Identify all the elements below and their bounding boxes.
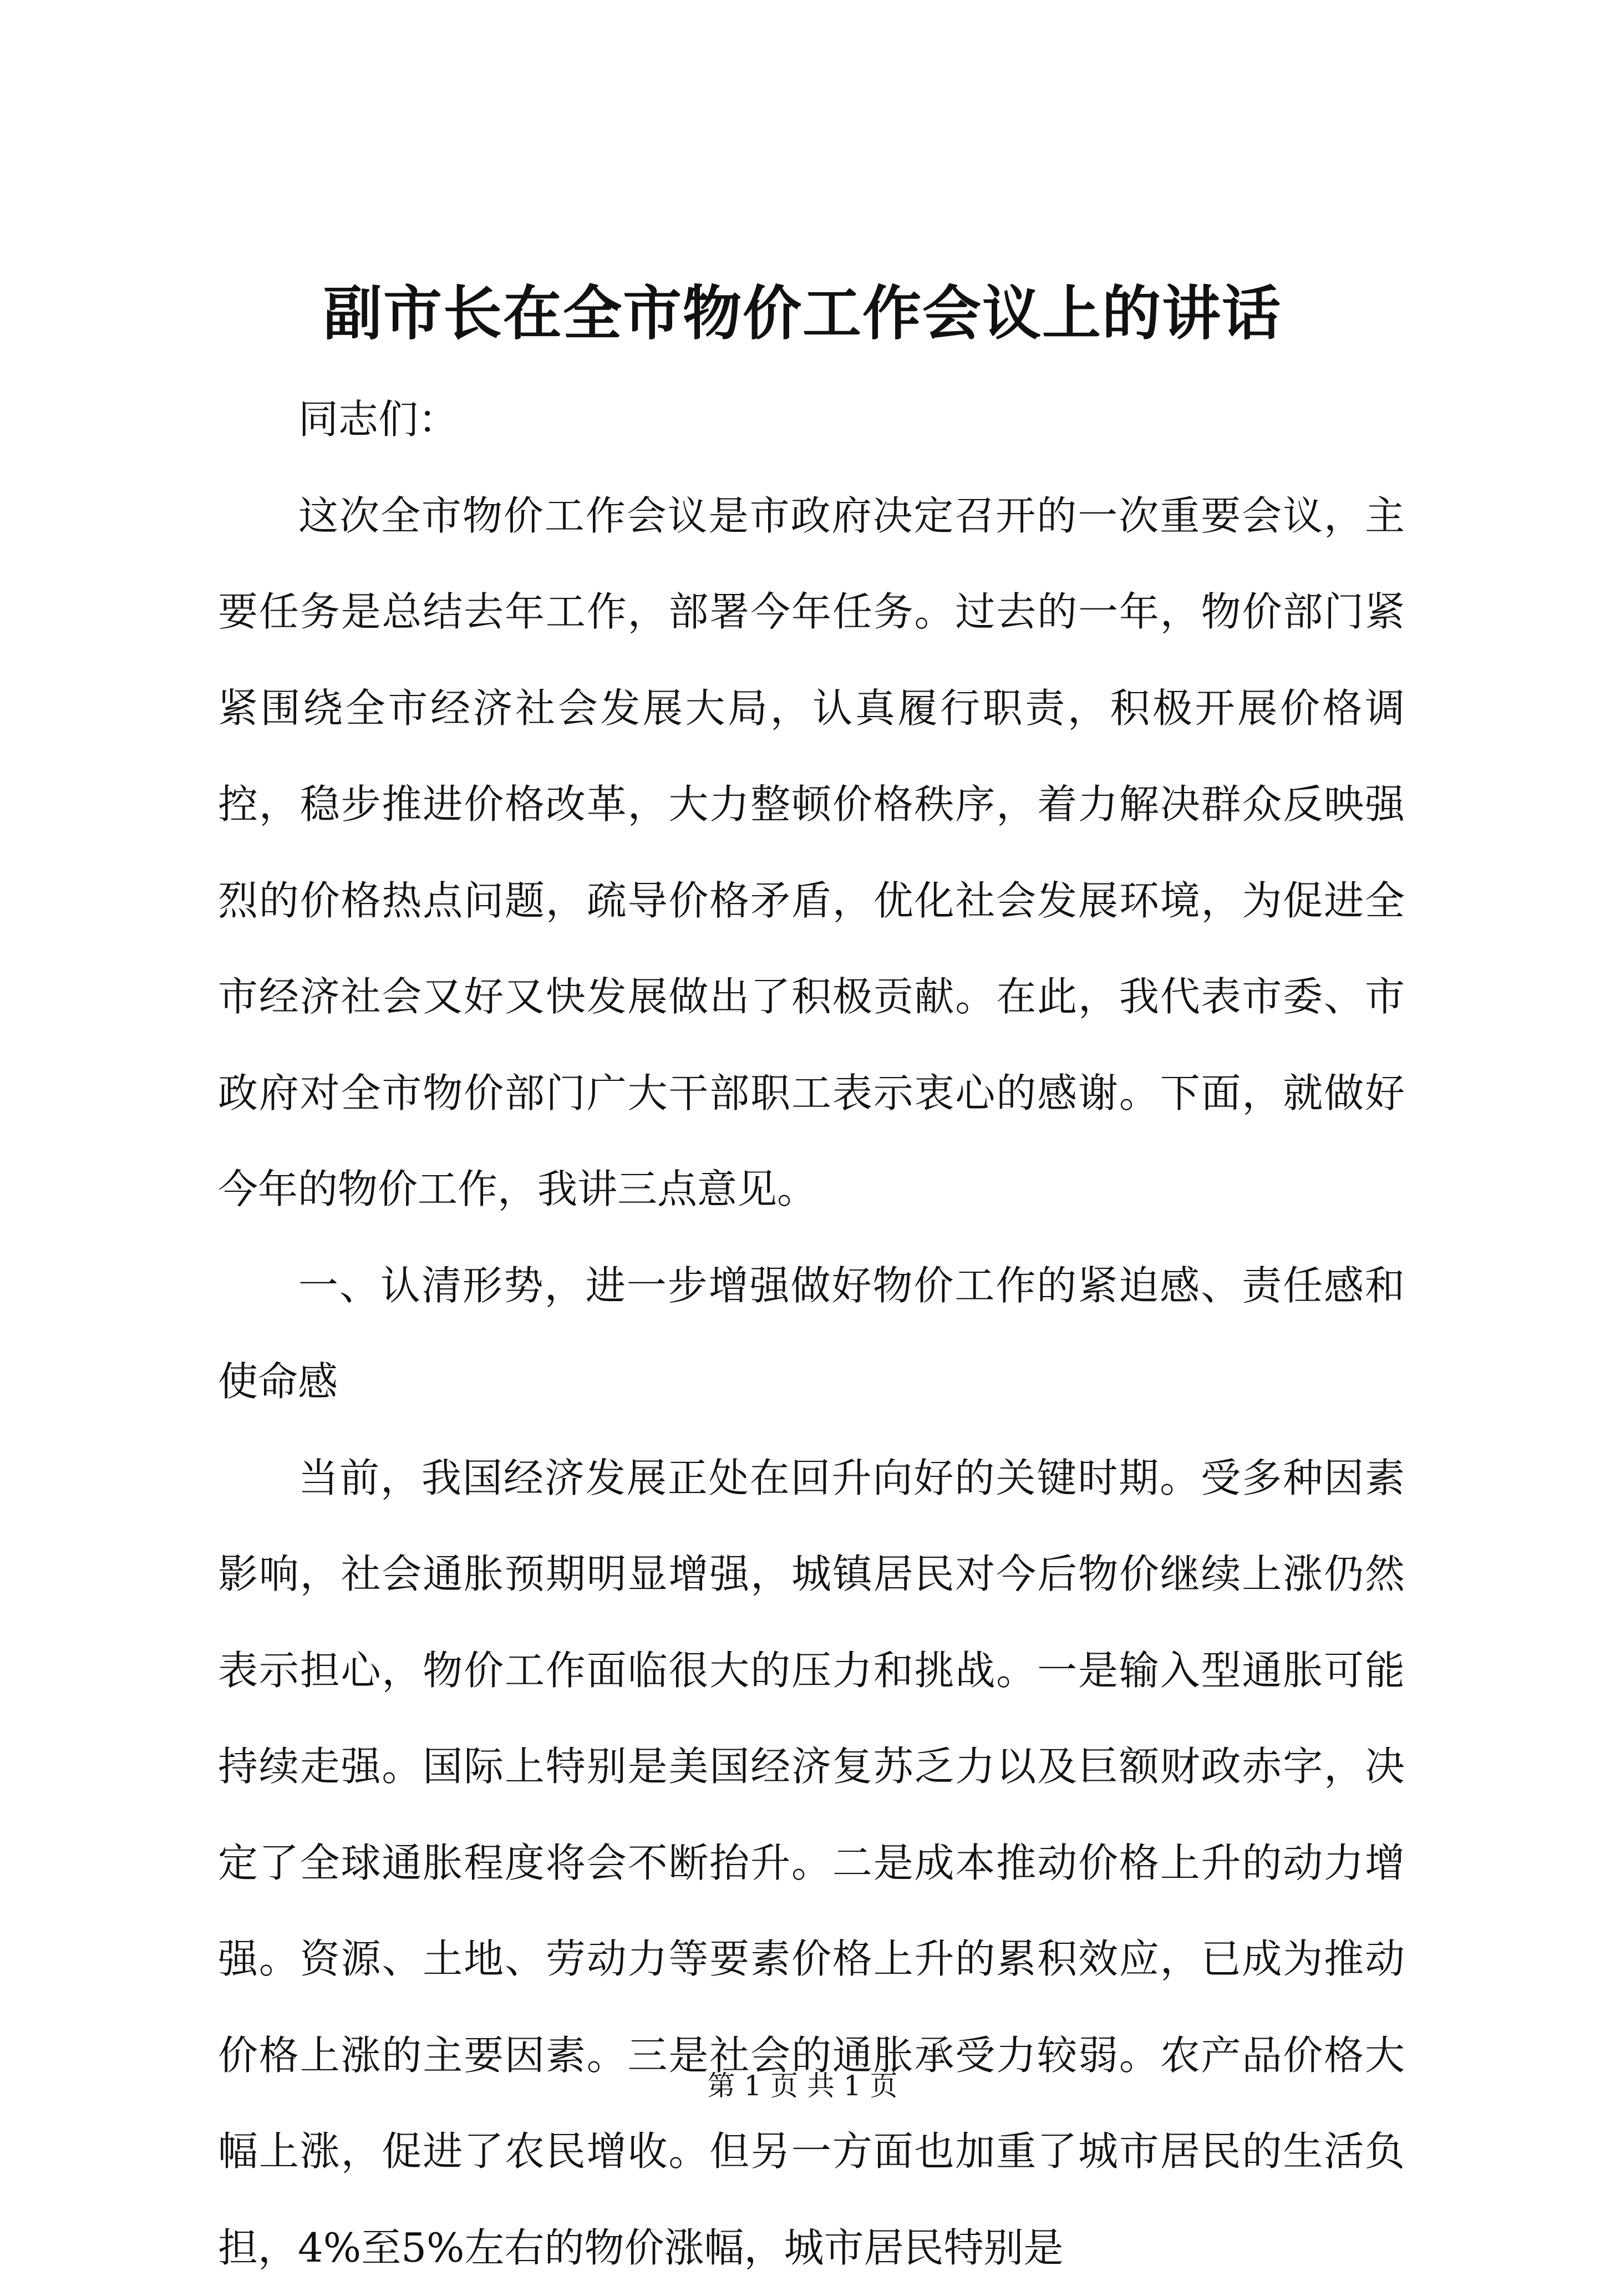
situation-paragraph: 当前，我国经济发展正处在回升向好的关键时期。受多种因素影响，社会通胀预期明显增强，城镇居民对今后物价继续上涨仍然表示担心，物价工作面临很大的压力和挑战。一是输入型通胀可能持续走强。国际上特别是美国经济复苏乏力以及巨额财政赤字，决定了全球通胀程度将会不断抬升。二是成本推动价格上升的动力增强。资源、土地、劳动力等要素价格上升的累积效应，已成为推动价格上涨的主要因素。三是社会的通胀承受力较弱。农产品价格大幅上涨，促进了农民增收。但另一方面也加重了城市居民的生活负担，4%至5%左右的物价涨幅，城市居民特别是	[218, 1430, 1405, 2296]
document-title: 副市长在全市物价工作会议上的讲话	[0, 280, 1605, 347]
page-footer: 第 1 页 共 1 页	[0, 2066, 1605, 2105]
salutation-paragraph: 同志们：	[218, 372, 1405, 468]
intro-paragraph: 这次全市物价工作会议是市政府决定召开的一次重要会议，主要任务是总结去年工作，部署今年任务。过去的一年，物价部门紧紧围绕全市经济社会发展大局，认真履行职责，积极开展价格调控，稳步推进价格改革，大力整顿价格秩序，着力解决群众反映强烈的价格热点问题，疏导价格矛盾，优化社会发展环境，为促进全市经济社会又好又快发展做出了积极贡献。在此，我代表市委、市政府对全市物价部门广大干部职工表示衷心的感谢。下面，就做好今年的物价工作，我讲三点意见。	[218, 468, 1405, 1238]
document-body	[218, 372, 1405, 2296]
section-heading-1: 一、认清形势，进一步增强做好物价工作的紧迫感、责任感和使命感	[218, 1238, 1405, 1430]
